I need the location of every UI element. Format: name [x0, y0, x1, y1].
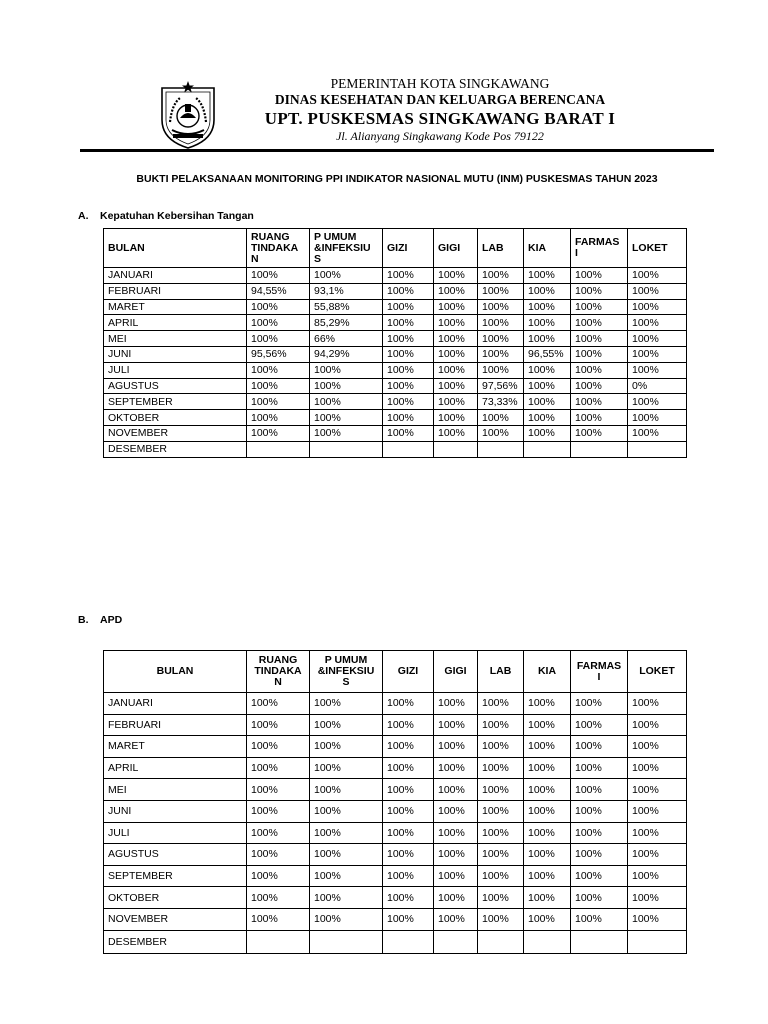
table-row — [104, 315, 687, 331]
value-cell — [478, 441, 524, 457]
month-cell: SEPTEMBER — [104, 865, 247, 887]
value-cell: 100% — [478, 315, 524, 331]
value-cell: 100% — [571, 865, 628, 887]
month-cell: APRIL — [104, 315, 247, 331]
value-cell: 100% — [478, 268, 524, 284]
table-row — [104, 331, 687, 347]
value-cell: 100% — [571, 714, 628, 736]
value-cell: 100% — [524, 410, 571, 426]
column-header: P UMUM &INFEKSIU S — [310, 651, 383, 693]
value-cell: 100% — [310, 800, 383, 822]
value-cell: 100% — [524, 331, 571, 347]
value-cell: 100% — [628, 268, 687, 284]
value-cell: 100% — [478, 822, 524, 844]
value-cell: 100% — [434, 865, 478, 887]
section-b-heading — [78, 614, 122, 626]
value-cell: 100% — [628, 299, 687, 315]
value-cell: 100% — [478, 800, 524, 822]
value-cell: 100% — [628, 693, 687, 715]
section-a-letter: A. — [78, 210, 89, 222]
value-cell: 100% — [628, 425, 687, 441]
value-cell: 100% — [628, 736, 687, 758]
value-cell: 100% — [247, 331, 310, 347]
value-cell: 100% — [310, 268, 383, 284]
value-cell: 100% — [310, 887, 383, 909]
value-cell: 100% — [478, 346, 524, 362]
value-cell — [571, 930, 628, 953]
value-cell: 100% — [524, 378, 571, 394]
table-row — [104, 425, 687, 441]
value-cell: 100% — [478, 844, 524, 866]
value-cell — [524, 441, 571, 457]
value-cell: 100% — [310, 410, 383, 426]
value-cell — [628, 441, 687, 457]
column-header: LOKET — [628, 651, 687, 693]
value-cell: 0% — [628, 378, 687, 394]
column-header: GIZI — [383, 651, 434, 693]
column-header: BULAN — [104, 651, 247, 693]
value-cell: 100% — [247, 887, 310, 909]
value-cell: 100% — [571, 908, 628, 930]
value-cell: 100% — [628, 800, 687, 822]
column-header: LAB — [478, 229, 524, 268]
value-cell — [478, 930, 524, 953]
value-cell: 100% — [524, 714, 571, 736]
table-row — [104, 362, 687, 378]
value-cell: 100% — [628, 844, 687, 866]
table-row — [104, 268, 687, 284]
value-cell: 100% — [247, 425, 310, 441]
value-cell: 100% — [434, 844, 478, 866]
table-row — [104, 394, 687, 410]
value-cell: 100% — [571, 394, 628, 410]
column-header: RUANG TINDAKA N — [247, 229, 310, 268]
value-cell: 100% — [383, 865, 434, 887]
value-cell: 100% — [524, 315, 571, 331]
value-cell: 100% — [524, 425, 571, 441]
value-cell: 100% — [247, 410, 310, 426]
letterhead-address: Jl. Alianyang Singkawang Kode Pos 79122 — [336, 129, 544, 143]
value-cell: 100% — [524, 394, 571, 410]
value-cell — [434, 441, 478, 457]
table-row — [104, 800, 687, 822]
table-row — [104, 930, 687, 953]
value-cell: 100% — [571, 268, 628, 284]
value-cell: 93,1% — [310, 283, 383, 299]
table-body — [104, 693, 687, 954]
table-row — [104, 441, 687, 457]
value-cell: 100% — [628, 887, 687, 909]
value-cell: 100% — [478, 410, 524, 426]
column-header: FARMAS I — [571, 651, 628, 693]
value-cell: 100% — [383, 283, 434, 299]
month-cell: JANUARI — [104, 693, 247, 715]
table-row — [104, 299, 687, 315]
value-cell: 100% — [383, 822, 434, 844]
value-cell — [628, 930, 687, 953]
month-cell: JANUARI — [104, 268, 247, 284]
value-cell: 100% — [247, 844, 310, 866]
letterhead-government: PEMERINTAH KOTA SINGKAWANG — [330, 76, 550, 91]
table-row — [104, 410, 687, 426]
value-cell: 100% — [571, 844, 628, 866]
value-cell: 94,29% — [310, 346, 383, 362]
value-cell: 100% — [524, 693, 571, 715]
value-cell: 100% — [478, 299, 524, 315]
value-cell: 100% — [434, 299, 478, 315]
value-cell: 100% — [478, 736, 524, 758]
value-cell: 100% — [383, 315, 434, 331]
value-cell: 100% — [383, 425, 434, 441]
value-cell: 100% — [524, 908, 571, 930]
month-cell: JUNI — [104, 346, 247, 362]
value-cell: 100% — [571, 362, 628, 378]
value-cell: 100% — [434, 268, 478, 284]
month-cell: MEI — [104, 779, 247, 801]
column-header: BULAN — [104, 229, 247, 268]
table-row — [104, 844, 687, 866]
value-cell: 100% — [310, 394, 383, 410]
column-header: KIA — [524, 651, 571, 693]
table-header — [104, 229, 687, 268]
value-cell: 100% — [478, 865, 524, 887]
value-cell: 100% — [628, 779, 687, 801]
month-cell: FEBRUARI — [104, 714, 247, 736]
value-cell: 100% — [247, 315, 310, 331]
month-cell: FEBRUARI — [104, 283, 247, 299]
value-cell: 100% — [524, 800, 571, 822]
value-cell: 55,88% — [310, 299, 383, 315]
column-header: KIA — [524, 229, 571, 268]
value-cell: 100% — [247, 800, 310, 822]
month-cell: SEPTEMBER — [104, 394, 247, 410]
value-cell: 100% — [524, 283, 571, 299]
value-cell: 100% — [478, 714, 524, 736]
value-cell: 100% — [383, 346, 434, 362]
month-cell: OKTOBER — [104, 410, 247, 426]
month-cell: MEI — [104, 331, 247, 347]
table-row — [104, 378, 687, 394]
value-cell: 100% — [383, 268, 434, 284]
city-emblem-logo — [158, 78, 218, 150]
value-cell: 100% — [571, 693, 628, 715]
value-cell: 100% — [628, 714, 687, 736]
value-cell: 96,55% — [524, 346, 571, 362]
value-cell: 100% — [310, 736, 383, 758]
value-cell: 100% — [571, 425, 628, 441]
value-cell: 100% — [247, 822, 310, 844]
value-cell: 100% — [524, 822, 571, 844]
value-cell — [434, 930, 478, 953]
value-cell: 100% — [434, 410, 478, 426]
value-cell: 100% — [524, 268, 571, 284]
value-cell: 100% — [383, 908, 434, 930]
value-cell: 100% — [628, 410, 687, 426]
value-cell: 100% — [524, 779, 571, 801]
value-cell: 100% — [247, 362, 310, 378]
value-cell: 100% — [524, 887, 571, 909]
value-cell: 100% — [247, 714, 310, 736]
value-cell: 100% — [628, 346, 687, 362]
value-cell: 100% — [571, 378, 628, 394]
value-cell: 100% — [571, 346, 628, 362]
value-cell: 100% — [383, 800, 434, 822]
table-row — [104, 779, 687, 801]
document-title: BUKTI PELAKSANAAN MONITORING PPI INDIKATOR NASIONAL MUTU (INM) PUSKESMAS TAHUN 2023 — [136, 173, 658, 185]
hand-hygiene-table — [103, 228, 687, 458]
table-row — [104, 822, 687, 844]
value-cell: 100% — [310, 757, 383, 779]
value-cell: 100% — [247, 908, 310, 930]
month-cell: JUNI — [104, 800, 247, 822]
value-cell: 100% — [524, 844, 571, 866]
value-cell: 100% — [383, 693, 434, 715]
value-cell: 100% — [247, 268, 310, 284]
value-cell: 100% — [571, 736, 628, 758]
value-cell: 100% — [628, 822, 687, 844]
column-header: GIZI — [383, 229, 434, 268]
value-cell: 100% — [434, 800, 478, 822]
value-cell: 100% — [478, 779, 524, 801]
value-cell: 100% — [310, 693, 383, 715]
value-cell: 100% — [310, 714, 383, 736]
value-cell — [247, 441, 310, 457]
table-header — [104, 651, 687, 693]
table-row — [104, 714, 687, 736]
value-cell: 100% — [310, 865, 383, 887]
value-cell: 100% — [628, 757, 687, 779]
value-cell: 100% — [571, 299, 628, 315]
value-cell: 100% — [478, 362, 524, 378]
table-row — [104, 908, 687, 930]
value-cell: 100% — [383, 299, 434, 315]
value-cell: 100% — [524, 299, 571, 315]
table-body — [104, 268, 687, 458]
value-cell: 100% — [628, 394, 687, 410]
value-cell: 100% — [434, 779, 478, 801]
month-cell: AGUSTUS — [104, 378, 247, 394]
month-cell: NOVEMBER — [104, 425, 247, 441]
month-cell: NOVEMBER — [104, 908, 247, 930]
value-cell: 100% — [478, 757, 524, 779]
value-cell: 100% — [310, 779, 383, 801]
value-cell: 100% — [310, 908, 383, 930]
value-cell: 100% — [434, 693, 478, 715]
value-cell: 97,56% — [478, 378, 524, 394]
value-cell: 100% — [434, 362, 478, 378]
letterhead-divider — [80, 149, 714, 152]
month-cell: DESEMBER — [104, 930, 247, 953]
value-cell: 100% — [247, 736, 310, 758]
value-cell: 100% — [478, 887, 524, 909]
table-row — [104, 693, 687, 715]
letterhead-agency: DINAS KESEHATAN DAN KELUARGA BERENCANA — [274, 92, 606, 107]
value-cell: 100% — [247, 299, 310, 315]
value-cell: 94,55% — [247, 283, 310, 299]
value-cell: 100% — [383, 779, 434, 801]
letterhead — [240, 76, 640, 144]
letterhead-institution: UPT. PUSKESMAS SINGKAWANG BARAT I — [264, 109, 616, 128]
column-header: GIGI — [434, 651, 478, 693]
value-cell: 100% — [434, 283, 478, 299]
value-cell: 100% — [383, 378, 434, 394]
value-cell: 100% — [247, 693, 310, 715]
value-cell: 100% — [571, 822, 628, 844]
value-cell: 100% — [434, 378, 478, 394]
value-cell: 66% — [310, 331, 383, 347]
section-b-title: APD — [100, 614, 123, 626]
value-cell: 100% — [571, 410, 628, 426]
value-cell: 100% — [434, 425, 478, 441]
value-cell: 73,33% — [478, 394, 524, 410]
value-cell: 100% — [571, 779, 628, 801]
value-cell: 100% — [383, 362, 434, 378]
value-cell — [383, 930, 434, 953]
value-cell: 100% — [571, 283, 628, 299]
value-cell: 100% — [247, 394, 310, 410]
column-header: LOKET — [628, 229, 687, 268]
value-cell: 100% — [478, 693, 524, 715]
section-a-heading — [78, 210, 254, 222]
value-cell: 100% — [571, 800, 628, 822]
value-cell: 100% — [247, 779, 310, 801]
value-cell: 100% — [434, 346, 478, 362]
value-cell: 100% — [383, 844, 434, 866]
month-cell: DESEMBER — [104, 441, 247, 457]
value-cell: 100% — [310, 822, 383, 844]
value-cell: 100% — [247, 757, 310, 779]
table-row — [104, 736, 687, 758]
value-cell: 100% — [434, 736, 478, 758]
value-cell: 100% — [628, 362, 687, 378]
section-b-letter: B. — [78, 614, 89, 626]
value-cell: 85,29% — [310, 315, 383, 331]
value-cell: 100% — [434, 822, 478, 844]
value-cell: 100% — [383, 394, 434, 410]
column-header: RUANG TINDAKA N — [247, 651, 310, 693]
value-cell — [383, 441, 434, 457]
column-header: FARMAS I — [571, 229, 628, 268]
value-cell: 100% — [434, 887, 478, 909]
value-cell: 100% — [571, 887, 628, 909]
month-cell: JULI — [104, 362, 247, 378]
value-cell — [247, 930, 310, 953]
value-cell: 95,56% — [247, 346, 310, 362]
value-cell: 100% — [571, 331, 628, 347]
value-cell: 100% — [434, 714, 478, 736]
value-cell: 100% — [628, 908, 687, 930]
value-cell: 100% — [383, 331, 434, 347]
section-a-title: Kepatuhan Kebersihan Tangan — [100, 210, 254, 222]
table-row — [104, 346, 687, 362]
apd-table — [103, 650, 687, 954]
month-cell: MARET — [104, 299, 247, 315]
value-cell — [571, 441, 628, 457]
value-cell: 100% — [628, 315, 687, 331]
table-row — [104, 887, 687, 909]
month-cell: APRIL — [104, 757, 247, 779]
value-cell: 100% — [383, 757, 434, 779]
value-cell: 100% — [383, 410, 434, 426]
value-cell: 100% — [434, 315, 478, 331]
value-cell: 100% — [310, 362, 383, 378]
table-row — [104, 283, 687, 299]
value-cell: 100% — [434, 394, 478, 410]
value-cell: 100% — [478, 283, 524, 299]
value-cell — [310, 930, 383, 953]
month-cell: MARET — [104, 736, 247, 758]
month-cell: AGUSTUS — [104, 844, 247, 866]
value-cell: 100% — [383, 714, 434, 736]
value-cell: 100% — [383, 887, 434, 909]
table-row — [104, 757, 687, 779]
table-row — [104, 865, 687, 887]
value-cell: 100% — [524, 736, 571, 758]
column-header: LAB — [478, 651, 524, 693]
value-cell: 100% — [478, 908, 524, 930]
value-cell: 100% — [524, 362, 571, 378]
value-cell: 100% — [434, 757, 478, 779]
value-cell: 100% — [478, 425, 524, 441]
value-cell: 100% — [434, 908, 478, 930]
value-cell: 100% — [524, 865, 571, 887]
value-cell: 100% — [310, 378, 383, 394]
column-header: P UMUM &INFEKSIU S — [310, 229, 383, 268]
value-cell — [524, 930, 571, 953]
value-cell: 100% — [383, 736, 434, 758]
value-cell: 100% — [247, 378, 310, 394]
month-cell: OKTOBER — [104, 887, 247, 909]
value-cell: 100% — [247, 865, 310, 887]
value-cell: 100% — [524, 757, 571, 779]
column-header: GIGI — [434, 229, 478, 268]
value-cell — [310, 441, 383, 457]
value-cell: 100% — [478, 331, 524, 347]
value-cell: 100% — [434, 331, 478, 347]
value-cell: 100% — [628, 331, 687, 347]
value-cell: 100% — [571, 757, 628, 779]
value-cell: 100% — [628, 283, 687, 299]
value-cell: 100% — [571, 315, 628, 331]
month-cell: JULI — [104, 822, 247, 844]
value-cell: 100% — [310, 844, 383, 866]
value-cell: 100% — [628, 865, 687, 887]
value-cell: 100% — [310, 425, 383, 441]
